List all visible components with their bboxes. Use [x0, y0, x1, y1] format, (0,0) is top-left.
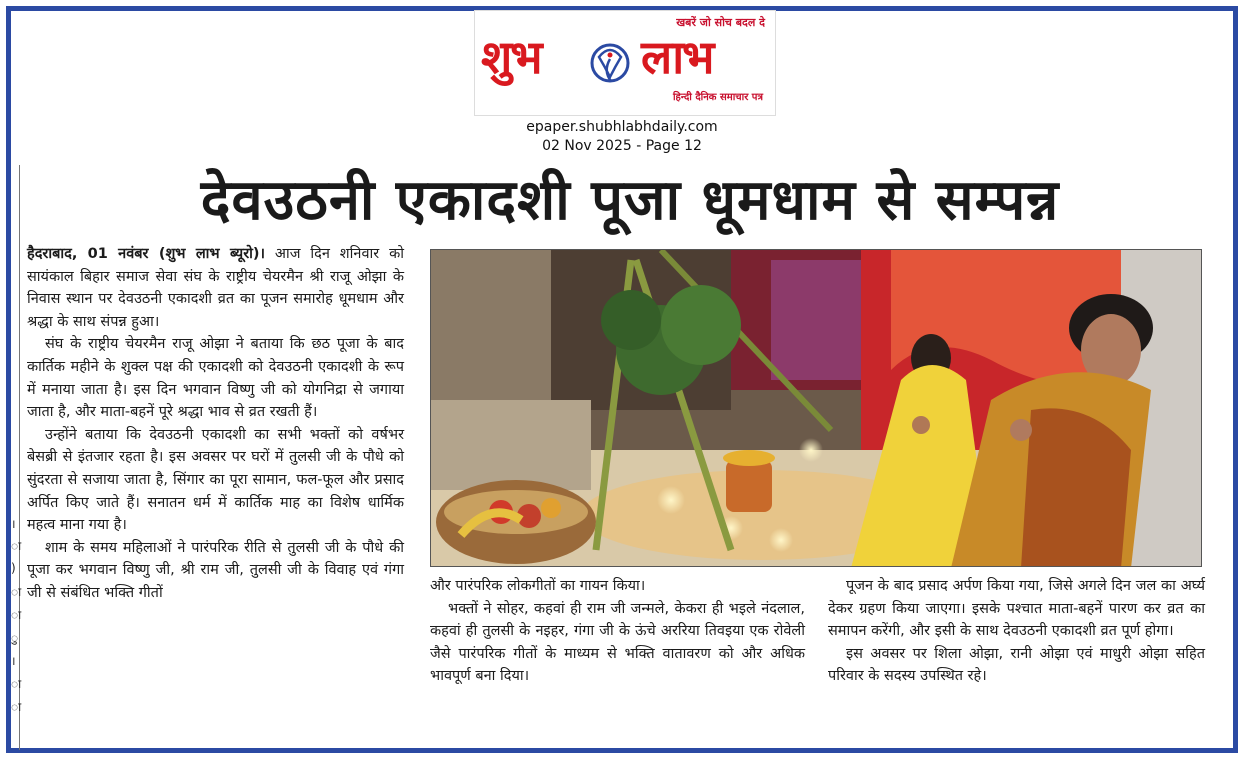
adjacent-text-fragment: ा	[11, 539, 22, 553]
adjacent-text-fragment: ु	[11, 631, 19, 645]
masthead-tagline-top: खबरें जो सोच बदल दे	[676, 16, 765, 29]
article-paragraph	[27, 243, 404, 333]
edition-date-page: 02 Nov 2025 - Page 12	[542, 138, 702, 154]
logo-word-labh: लाभ	[641, 30, 713, 84]
adjacent-text-fragment: ा	[11, 677, 22, 691]
adjacent-text-fragment: ा	[11, 585, 22, 599]
masthead-tagline-bottom: हिन्दी दैनिक समाचार पत्र	[672, 92, 763, 103]
article-paragraph: पूजन के बाद प्रसाद अर्पण किया गया, जिसे अगले दिन जल का अर्घ्य देकर ग्रहण किया जाएगा। इसके पश्चात माता-बहनें पारण कर व्रत का समापन करेंगी, और इसी के साथ देवउठनी एकादशी व्रत पूर्ण होगा।	[828, 578, 1205, 640]
dateline: हैदराबाद, 01 नवंबर (शुभ लाभ ब्यूरो)।	[27, 246, 266, 262]
article-photo	[430, 249, 1202, 567]
epaper-url: epaper.shubhlabhdaily.com	[526, 119, 718, 135]
article-paragraph: और पारंपरिक लोकगीतों का गायन किया।	[430, 578, 646, 594]
masthead-logo	[474, 10, 776, 116]
article-column-1	[27, 243, 404, 605]
article-paragraph: इस अवसर पर शिला ओझा, रानी ओझा एवं माधुरी ओझा सहित परिवार के सदस्य उपस्थित रहे।	[828, 645, 1205, 685]
adjacent-text-fragment: ा	[11, 608, 22, 622]
puja-ceremony-image	[431, 250, 1202, 567]
adjacent-text-fragment: ा	[11, 700, 22, 714]
article-paragraph: शाम के समय महिलाओं ने पारंपरिक रीति से तुलसी जी के पौधे की पूजा कर भगवान विष्णु जी, श्री राम जी, तुलसी जी के विवाह एवं गंगा जी से संबंधित भक्ति गीतों	[27, 539, 404, 601]
adjacent-text-fragment: )	[11, 561, 16, 575]
paragraph-text: आज दिन शनिवार को सायंकाल बिहार समाज सेवा संघ के राष्ट्रीय चेयरमैन श्री राजू ओझा के निवास स्थान पर देवउठनी एकादशी व्रत का पूजन समारोह धूमधाम और श्रद्धा के साथ संपन्न हुआ।	[27, 246, 404, 330]
logo-word-shubh: शुभ	[481, 30, 541, 84]
ganesha-emblem-icon	[585, 37, 635, 89]
article-column-3	[828, 575, 1205, 688]
article-column-2	[430, 575, 805, 688]
article-headline: देवउठनी एकादशी पूजा धूमधाम से सम्पन्न	[200, 168, 1060, 233]
article-paragraph: भक्तों ने सोहर, कहवां ही राम जी जन्मले, केकरा ही भइले नंदलाल, कहवां ही तुलसी के नइहर, गंगा जी के ऊंचे अररिया तिवइया एक रोवेली जैसे पारंपरिक गीतों के माध्यम से भक्ति वातावरण को और अधिक भावपूर्ण बना दिया।	[430, 600, 805, 685]
article-paragraph: उन्होंने बताया कि देवउठनी एकादशी का सभी भक्तों को वर्षभर बेसब्री से इंतजार रहता है। इस अवसर पर घरों में तुलसी जी के पौधे को सुंदरता से सजाया जाता है, सिंगार का पूरा सामान, फल-फूल और प्रसाद अर्पित किए जाते हैं। सनातन धर्म में कार्तिक माह का विशेष धार्मिक महत्व माना गया है।	[27, 426, 404, 534]
adjacent-column-edge	[11, 165, 20, 750]
article-paragraph: संघ के राष्ट्रीय चेयरमैन राजू ओझा ने बताया कि छठ पूजा के बाद कार्तिक महीने के शुक्ल पक्ष की एकादशी को देवउठनी एकादशी के रूप में मनाया जाता है। इस दिन भगवान विष्णु जी को योगनिद्रा से जगाया जाता है, और माता-बहनें पूरे श्रद्धा भाव से व्रत रखती हैं।	[27, 336, 404, 421]
adjacent-text-fragment: ।	[11, 517, 16, 531]
adjacent-text-fragment: ।	[11, 654, 16, 668]
